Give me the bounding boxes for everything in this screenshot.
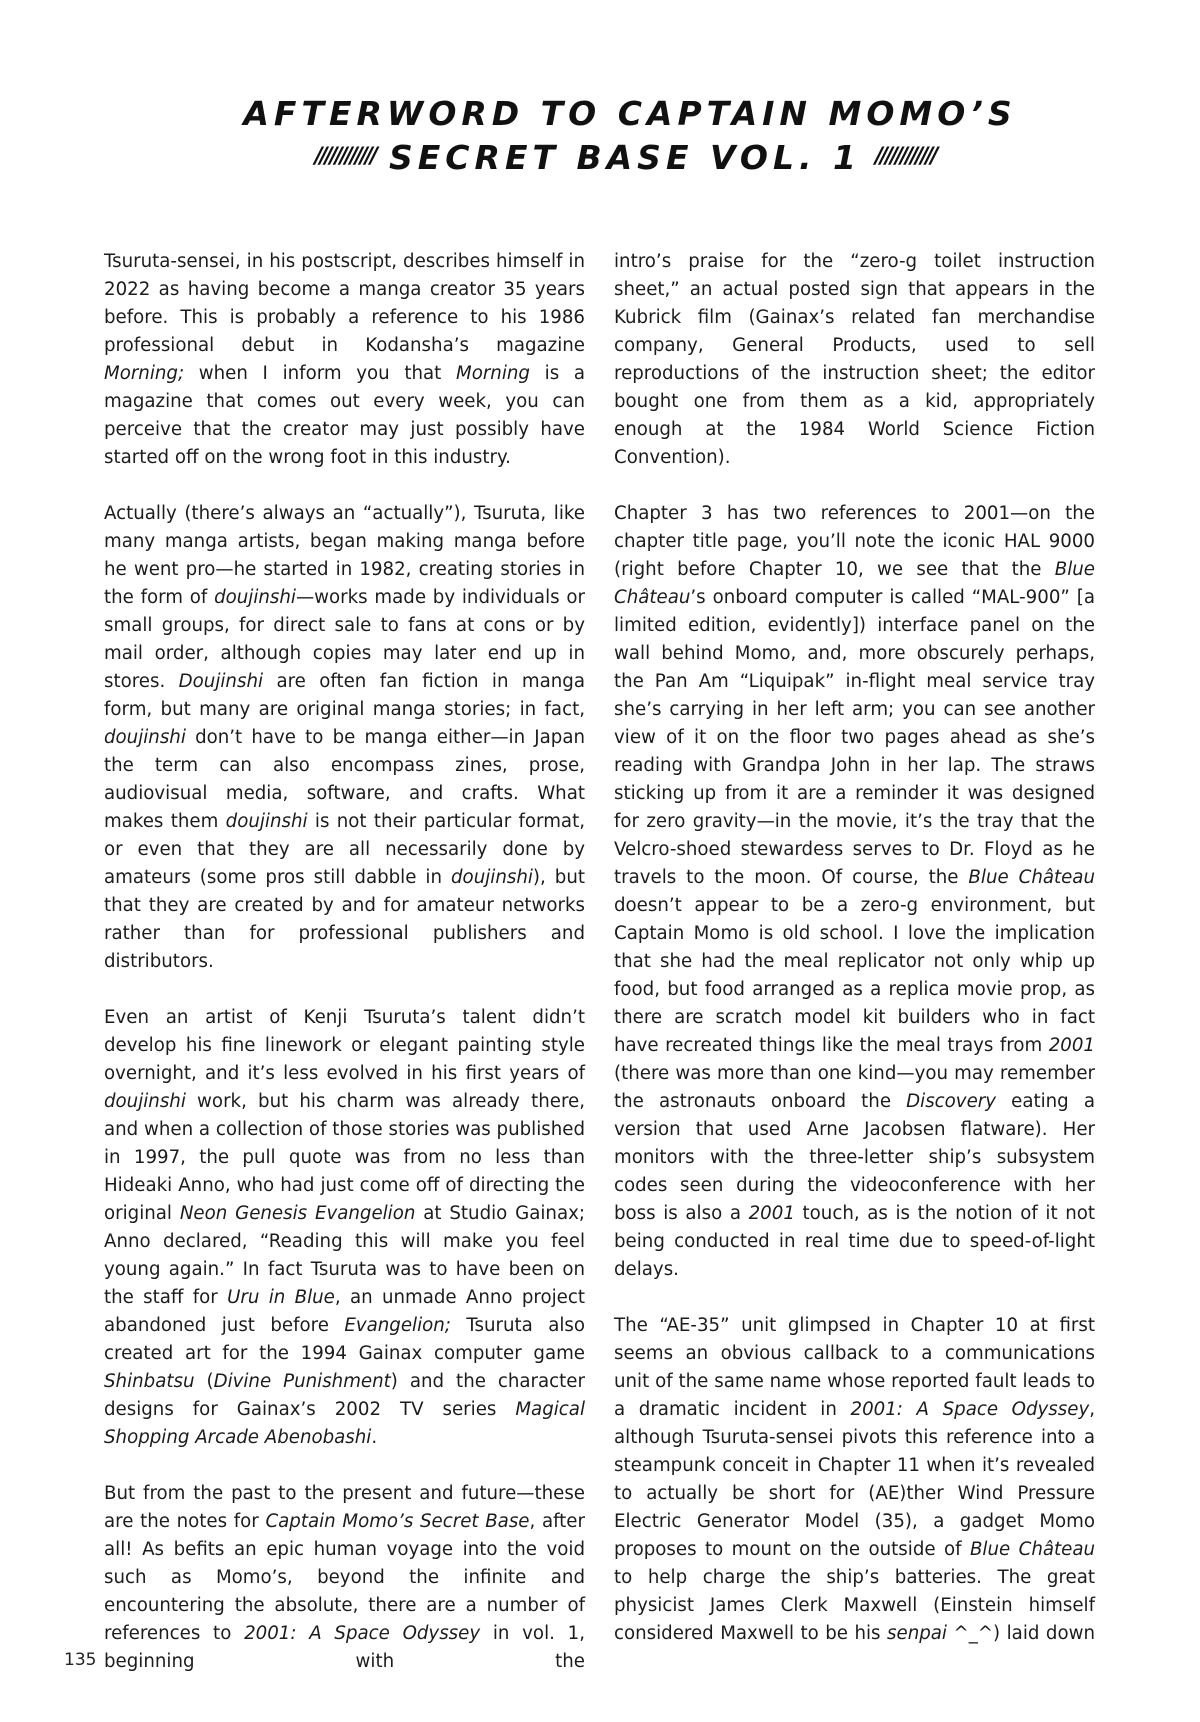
- decorative-slashes-left: ////////////: [314, 143, 375, 169]
- paragraph: But from the past to the present and future—these are the notes for Captain Momo’s Secret Base, after all! As befits an epic human voyage into the void such as Momo’s, beyond the infinite and encountering the absolute, there are a number of references to 2001: A Space Odyssey in vol. 1, beginning with the: [104, 1483, 585, 1672]
- left-column: [104, 248, 585, 1676]
- paragraph: Even an artist of Kenji Tsuruta’s talent didn’t develop his fine linework or elegant painting style overnight, and it’s less evolved in his first years of doujinshi work, but his charm was already there, and when a collection of those stories was published in 1997, the pull quote was from no less than Hideaki Anno, who had just come off of directing the original Neon Genesis Evangelion at Studio Gainax; Anno declared, “Reading this will make you feel young again.” In fact Tsuruta was to have been on the staff for Uru in Blue, an unmade Anno project abandoned just before Evangelion; Tsuruta also created art for the 1994 Gainax computer game Shinbatsu (Divine Punishment) and the character designs for Gainax’s 2002 TV series Magical Shopping Arcade Abenobashi.: [104, 1007, 585, 1448]
- chapter-title: [0, 92, 1200, 182]
- paragraph: Chapter 3 has two references to 2001—on the chapter title page, you’ll note the iconic HAL 9000 (right before Chapter 10, we see that the Blue Château’s onboard computer is called “MAL-900” [a limited edition, evidently]) interface panel on the wall behind Momo, and, more obscurely perhaps, the Pan Am “Liquipak” in-flight meal service tray she’s carrying in her left arm; you can see another view of it on the floor two pages ahead as she’s reading with Grandpa John in her lap. The straws sticking up from it are a reminder it was designed for zero gravity—in the movie, it’s the tray that the Velcro-shoed stewardess serves to Dr. Floyd as he travels to the moon. Of course, the Blue Château doesn’t appear to be a zero-g environment, but Captain Momo is old school. I love the implication that she had the meal replicator not only whip up food, but food arranged as a replica movie prop, as there are scratch model kit builders who in fact have recreated things like the meal trays from 2001 (there was more than one kind—you may remember the astronauts onboard the Discovery eating a version that used Arne Jacobsen flatware). Her monitors with the three-letter ship’s subsystem codes seen during the videoconference with her boss is also a 2001 touch, as is the notion of it not being conducted in real time due to speed-of-light delays.: [614, 503, 1095, 1280]
- paragraph: Actually (there’s always an “actually”), Tsuruta, like many manga artists, began making manga before he went pro—he started in 1982, creating stories in the form of doujinshi—works made by individuals or small groups, for direct sale to fans at cons or by mail order, although copies may later end up in stores. Doujinshi are often fan fiction in manga form, but many are original manga stories; in fact, doujinshi don’t have to be manga either—in Japan the term can also encompass zines, prose, audiovisual media, software, and crafts. What makes them doujinshi is not their particular format, or even that they are all necessarily done by amateurs (some pros still dabble in doujinshi), but that they are created by and for amateur networks rather than for professional publishers and distributors.: [104, 503, 585, 972]
- title-line-1: AFTERWORD TO CAPTAIN MOMO’S: [243, 94, 1017, 133]
- page-number: 135: [64, 1650, 97, 1670]
- decorative-slashes-right: ////////////: [875, 143, 936, 169]
- paragraph: The “AE-35” unit glimpsed in Chapter 10 at first seems an obvious callback to a communications unit of the same name whose reported fault leads to a dramatic incident in 2001: A Space Odyssey, although Tsuruta-sensei pivots this reference into a steampunk conceit in Chapter 11 when it’s revealed to actually be short for (AE)ther Wind Pressure Electric Generator Model (35), a gadget Momo proposes to mount on the outside of Blue Château to help charge the ship’s batteries. The great physicist James Clerk Maxwell (Einstein himself considered Maxwell to be his senpai ^_^) laid down: [614, 1315, 1095, 1644]
- right-column: [614, 248, 1095, 1648]
- title-line-2: [50, 136, 1200, 182]
- paragraph: intro’s praise for the “zero-g toilet instruction sheet,” an actual posted sign that appears in the Kubrick film (Gainax’s related fan merchandise company, General Products, used to sell reproductions of the instruction sheet; the editor bought one from them as a kid, appropriately enough at the 1984 World Science Fiction Convention).: [614, 251, 1095, 468]
- title-line-2-text: SECRET BASE VOL. 1: [389, 138, 861, 177]
- paragraph: Tsuruta-sensei, in his postscript, describes himself in 2022 as having become a manga creator 35 years before. This is probably a reference to his 1986 professional debut in Kodansha’s magazine Morning; when I inform you that Morning is a magazine that comes out every week, you can perceive that the creator may just possibly have started off on the wrong foot in this industry.: [104, 251, 585, 468]
